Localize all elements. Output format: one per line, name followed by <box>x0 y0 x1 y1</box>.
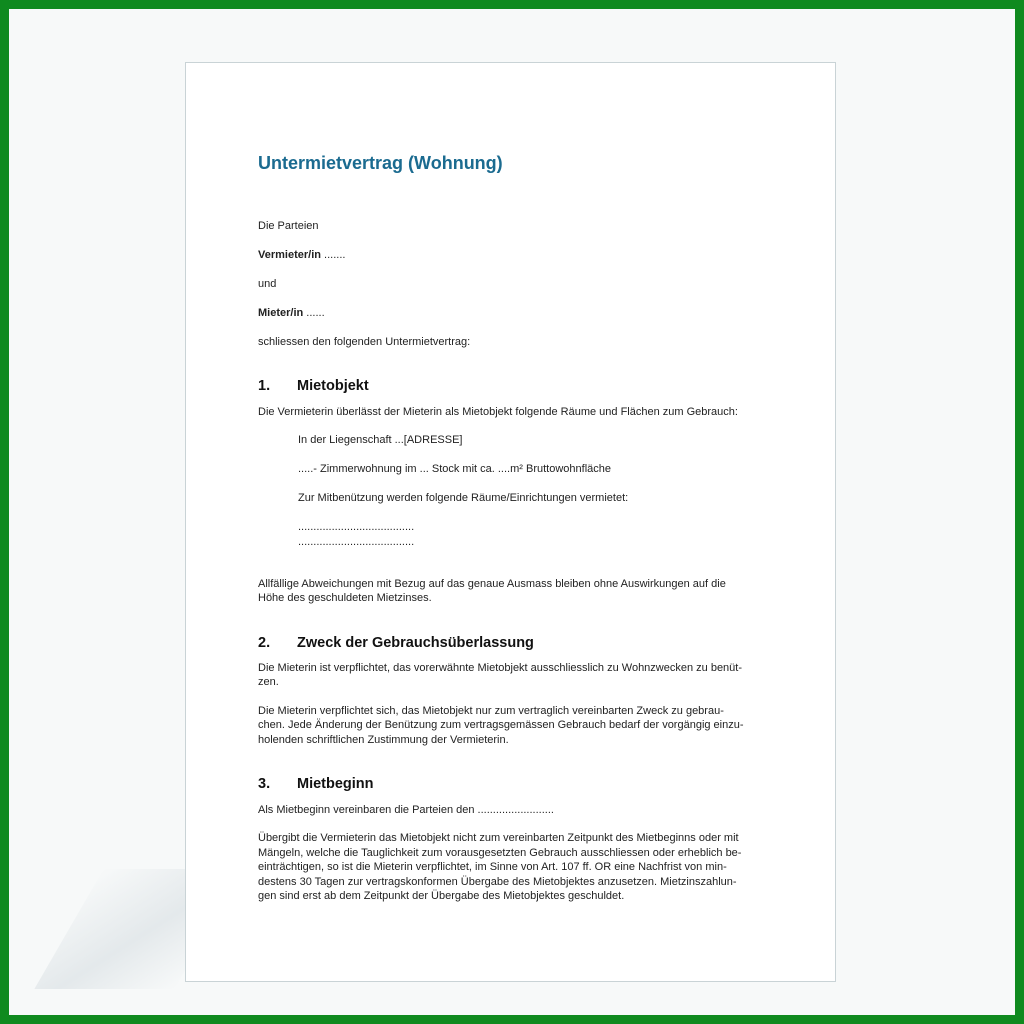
section2-heading <box>258 636 534 651</box>
section1-deviation-line2: Höhe des geschuldeten Mietzinses. <box>258 592 432 604</box>
landlord-blank: ....... <box>324 249 346 261</box>
parties-text: Die Parteien <box>258 220 319 232</box>
section3-title: Mietbeginn <box>297 776 374 792</box>
section2-number: 2. <box>258 635 271 651</box>
section3-para2-line2: Mängeln, welche die Tauglichkeit zum vorausgesetzten Gebrauch ausschliessen oder erheblich be- <box>258 847 742 859</box>
tenant-blank: ...... <box>306 307 325 319</box>
section1-blank2: ...................................... <box>298 536 415 548</box>
closing-text: schliessen den folgenden Untermietvertrag: <box>258 336 471 348</box>
section3-para2-line5: gen sind erst ab dem Zeitpunkt der Übergabe des Mietobjektes geschuldet. <box>258 890 625 902</box>
section3-number: 3. <box>258 776 271 792</box>
section3-heading <box>258 777 374 792</box>
landlord-label: Vermieter/in <box>258 249 321 261</box>
section3-para1: Als Mietbeginn vereinbaren die Parteien den ......................... <box>258 804 554 816</box>
section2-para1-line2: zen. <box>258 676 279 688</box>
section1-address: In der Liegenschaft ...[ADRESSE] <box>298 434 463 446</box>
document-title: Untermietvertrag (Wohnung) <box>258 153 503 173</box>
section2-para2-line2: chen. Jede Änderung der Benützung zum vertragsgemässen Gebrauch bedarf der vorgängig einzu- <box>258 719 744 731</box>
section2-para2-line3: holenden schriftlichen Zustimmung der Vermieterin. <box>258 734 509 746</box>
section2-para1-line1: Die Mieterin ist verpflichtet, das vorerwähnte Mietobjekt ausschliesslich zu Wohnzwecken zu benüt- <box>258 662 743 674</box>
and-text: und <box>258 278 277 290</box>
section1-shared: Zur Mitbenützung werden folgende Räume/Einrichtungen vermietet: <box>298 492 629 504</box>
section1-number: 1. <box>258 378 271 394</box>
section1-title: Mietobjekt <box>297 378 369 394</box>
tenant-line <box>258 306 325 321</box>
section2-title: Zweck der Gebrauchsüberlassung <box>297 635 534 651</box>
section1-deviation-line1: Allfällige Abweichungen mit Bezug auf das genaue Ausmass bleiben ohne Auswirkungen auf die <box>258 578 726 590</box>
section2-para2-line1: Die Mieterin verpflichtet sich, das Mietobjekt nur zum vertraglich vereinbarten Zweck zu gebrau- <box>258 705 724 717</box>
section3-para2-line1: Übergibt die Vermieterin das Mietobjekt nicht zum vereinbarten Zeitpunkt des Mietbeginns oder mit <box>258 832 739 844</box>
tenant-label: Mieter/in <box>258 307 304 319</box>
section3-para2-line4: destens 30 Tagen zur vertragskonformen Übergabe des Mietobjektes anzusetzen. Mietzinszahlun- <box>258 876 737 888</box>
section1-heading <box>258 379 369 394</box>
section3-para2-line3: einträchtigen, so ist die Mieterin verpflichtet, im Sinne von Art. 107 ff. OR eine Nachfrist von min- <box>258 861 727 873</box>
document-page <box>185 62 836 982</box>
section1-text: Die Vermieterin überlässt der Mieterin als Mietobjekt folgende Räume und Flächen zum Gebrauch: <box>258 406 738 418</box>
section1-apartment: .....- Zimmerwohnung im ... Stock mit ca. ....m² Bruttowohnfläche <box>298 463 611 475</box>
section1-blank1: ...................................... <box>298 521 415 533</box>
landlord-line <box>258 248 345 263</box>
